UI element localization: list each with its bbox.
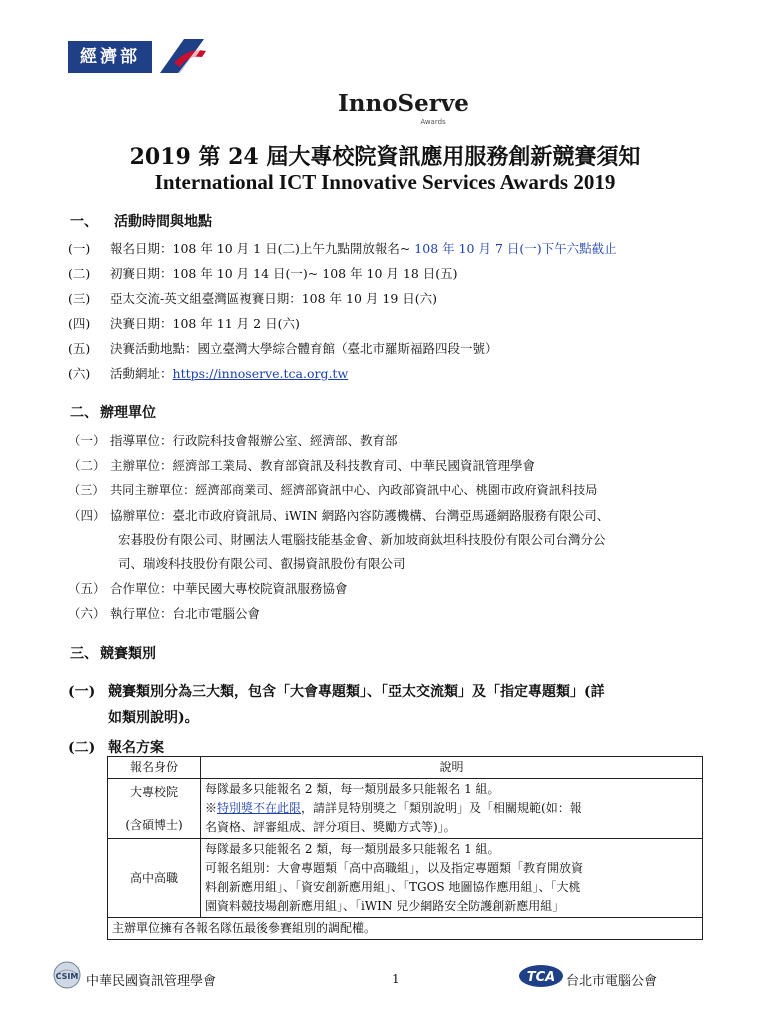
- s2-item-1-num: （一）: [68, 433, 106, 448]
- identity-graduate: (含碩博士): [125, 817, 183, 832]
- s2-item-4: [68, 506, 609, 524]
- s2-item-3: [68, 481, 598, 498]
- s3-item-2-heading: 報名方案: [108, 740, 164, 756]
- s3-item-2: [68, 737, 164, 757]
- identity-university: 大專校院: [129, 784, 178, 799]
- s1-item-6-num: (六): [68, 366, 91, 381]
- table-header-description: 說明: [201, 757, 703, 779]
- section3-num: 三、: [70, 646, 98, 662]
- table-row: [108, 779, 703, 839]
- section2-heading: [70, 402, 156, 422]
- s1-item-5-text: 決賽活動地點：國立臺灣大學綜合體育館（臺北市羅斯福路四段一號）: [110, 341, 498, 356]
- csim-logo-text: CSIM: [55, 972, 79, 981]
- table-cell-identity-university: [108, 779, 201, 839]
- section1-title: 活動時間與地點: [114, 214, 212, 230]
- table-header-row: [108, 757, 703, 779]
- s2-item-2: [68, 456, 535, 474]
- s2-item-4-num: （四）: [68, 508, 106, 523]
- desc-university-line2-rest: ，請詳見特別獎之「類別說明」及「相關規範(如：報: [301, 801, 582, 815]
- title-zh: 2019 第 24 屆大專校院資訊應用服務創新競賽須知: [129, 144, 641, 170]
- table-cell-desc-university: [201, 779, 703, 839]
- desc-university-line1: 每隊最多只能報名 2 類，每一類別最多只能報名 1 組。: [205, 782, 500, 796]
- s1-item-5-num: (五): [68, 341, 91, 356]
- page-number: 1: [392, 972, 400, 986]
- s3-item-2-num: (二): [68, 740, 96, 756]
- table-row: [108, 918, 703, 940]
- footer-right: [518, 962, 718, 992]
- footer-left: [52, 960, 272, 994]
- moea-label: 經濟部: [68, 41, 152, 73]
- section2-num: 二、: [70, 405, 98, 421]
- section3-heading: [70, 643, 156, 663]
- innoserve-logo: [338, 90, 468, 130]
- title-en: International ICT Innovative Services Awards 2019: [154, 170, 616, 194]
- section3-title: 競賽類別: [100, 646, 156, 662]
- s2-item-3-text: 共同主辦單位：經濟部商業司、經濟部資訊中心、內政部資訊中心、桃園市政府資訊科技局: [110, 483, 598, 497]
- table-header-identity: 報名身份: [108, 757, 201, 779]
- moea-emblem-icon: [154, 33, 208, 81]
- s1-item-3-num: (三): [68, 291, 91, 306]
- note-mark: ※: [205, 801, 218, 815]
- s1-item-2-num: (二): [68, 266, 91, 281]
- footer-left-text: 中華民國資訊管理學會: [86, 974, 217, 989]
- s2-item-6-text: 執行單位：台北市電腦公會: [110, 606, 261, 621]
- s1-item-6: [68, 364, 348, 382]
- desc-university-line3: 名資格、評審組成、評分項目、獎勵方式等)」。: [205, 820, 456, 834]
- desc-highschool-line2: 可報名組別：大會專題類「高中高職組」，以及指定專題類「教育開放資: [205, 861, 584, 875]
- s2-item-6: [68, 604, 260, 622]
- s1-item-2: [68, 264, 458, 282]
- s3-item-1-line2: 如類別說明)。: [108, 710, 199, 726]
- s1-item-4-num: (四): [68, 316, 91, 331]
- s1-item-1-deadline: 108 年 10 月 7 日(一)下午六點截止: [414, 241, 617, 256]
- s1-item-3: [68, 289, 437, 307]
- s2-item-1-text: 指導單位：行政院科技會報辦公室、經濟部、教育部: [110, 433, 398, 448]
- table-cell-desc-highschool: [201, 839, 703, 918]
- desc-highschool-line3: 料創新應用組」、「資安創新應用組」、「TGOS 地圖協作應用組」、「大桃: [205, 880, 581, 894]
- tca-logo-text: TCA: [526, 970, 556, 985]
- desc-highschool-line1: 每隊最多只能報名 2 類，每一類別最多只能報名 1 組。: [205, 842, 500, 856]
- section2-title: 辦理單位: [100, 405, 156, 421]
- s2-item-3-num: （三）: [68, 483, 105, 497]
- section1-heading: [70, 211, 212, 231]
- table-note: 主辦單位擁有各報名隊伍最後參賽組別的調配權。: [108, 918, 703, 940]
- s1-item-4: [68, 314, 300, 332]
- s1-item-4-text: 決賽日期：108 年 11 月 2 日(六): [110, 316, 300, 331]
- s1-item-2-text: 初賽日期：108 年 10 月 14 日(一)~ 108 年 10 月 18 日(五): [110, 266, 458, 281]
- s3-item-1-num: (一): [68, 684, 96, 700]
- desc-highschool-line4: 園資料競技場創新應用組」、「iWIN 兒少網路安全防護創新應用組」: [205, 899, 565, 913]
- table-cell-identity-highschool: 高中高職: [108, 839, 201, 918]
- s2-item-6-num: （六）: [68, 606, 106, 621]
- innoserve-sub: Awards: [420, 118, 446, 126]
- s2-item-5-num: （五）: [68, 581, 106, 596]
- s1-item-6-text: 活動網址：: [110, 366, 173, 381]
- registration-table: [107, 756, 703, 940]
- website-link[interactable]: https://innoserve.tca.org.tw: [172, 366, 349, 381]
- s2-item-4-cont-1: 宏碁股份有限公司、財團法人電腦技能基金會、新加坡商鈦坦科技股份有限公司台灣分公: [118, 532, 606, 547]
- s1-item-1-text: 報名日期：108 年 10 月 1 日(二)上午九點開放報名~: [110, 241, 415, 256]
- desc-university-line2: [205, 799, 698, 818]
- moea-logo: [68, 33, 208, 81]
- footer-right-text: 台北市電腦公會: [566, 974, 658, 989]
- s2-item-2-num: （二）: [68, 458, 106, 473]
- table-row: [108, 839, 703, 918]
- s2-item-5: [68, 579, 348, 597]
- s2-item-5-text: 合作單位：中華民國大專校院資訊服務協會: [110, 581, 348, 596]
- tca-logo-icon: [518, 964, 564, 988]
- special-award-link[interactable]: 特別獎不在此限: [217, 801, 302, 815]
- section1-num: 一、: [70, 214, 98, 230]
- innoserve-name: InnoServe: [338, 90, 469, 117]
- s3-item-1: [68, 681, 605, 701]
- s2-item-2-text: 主辦單位：經濟部工業局、教育部資訊及科技教育司、中華民國資訊管理學會: [110, 458, 536, 473]
- s1-item-5: [68, 339, 498, 357]
- s2-item-4-cont-2: 司、瑞竣科技股份有限公司、叡揚資訊股份有限公司: [118, 556, 406, 571]
- s2-item-1: [68, 431, 398, 449]
- s1-item-3-text: 亞太交流-英文組臺灣區複賽日期：108 年 10 月 19 日(六): [110, 291, 438, 306]
- s1-item-1-num: (一): [68, 241, 91, 256]
- s1-item-1: [68, 239, 617, 257]
- csim-logo-icon: [52, 960, 82, 990]
- s3-item-1-line1: 競賽類別分為三大類，包含「大會專題類」、「亞太交流類」及「指定專題類」(詳: [108, 684, 605, 700]
- s2-item-4-text: 協辦單位：臺北市政府資訊局、iWIN 網路內容防護機構、台灣亞馬遜網路服務有限公司、: [110, 508, 610, 523]
